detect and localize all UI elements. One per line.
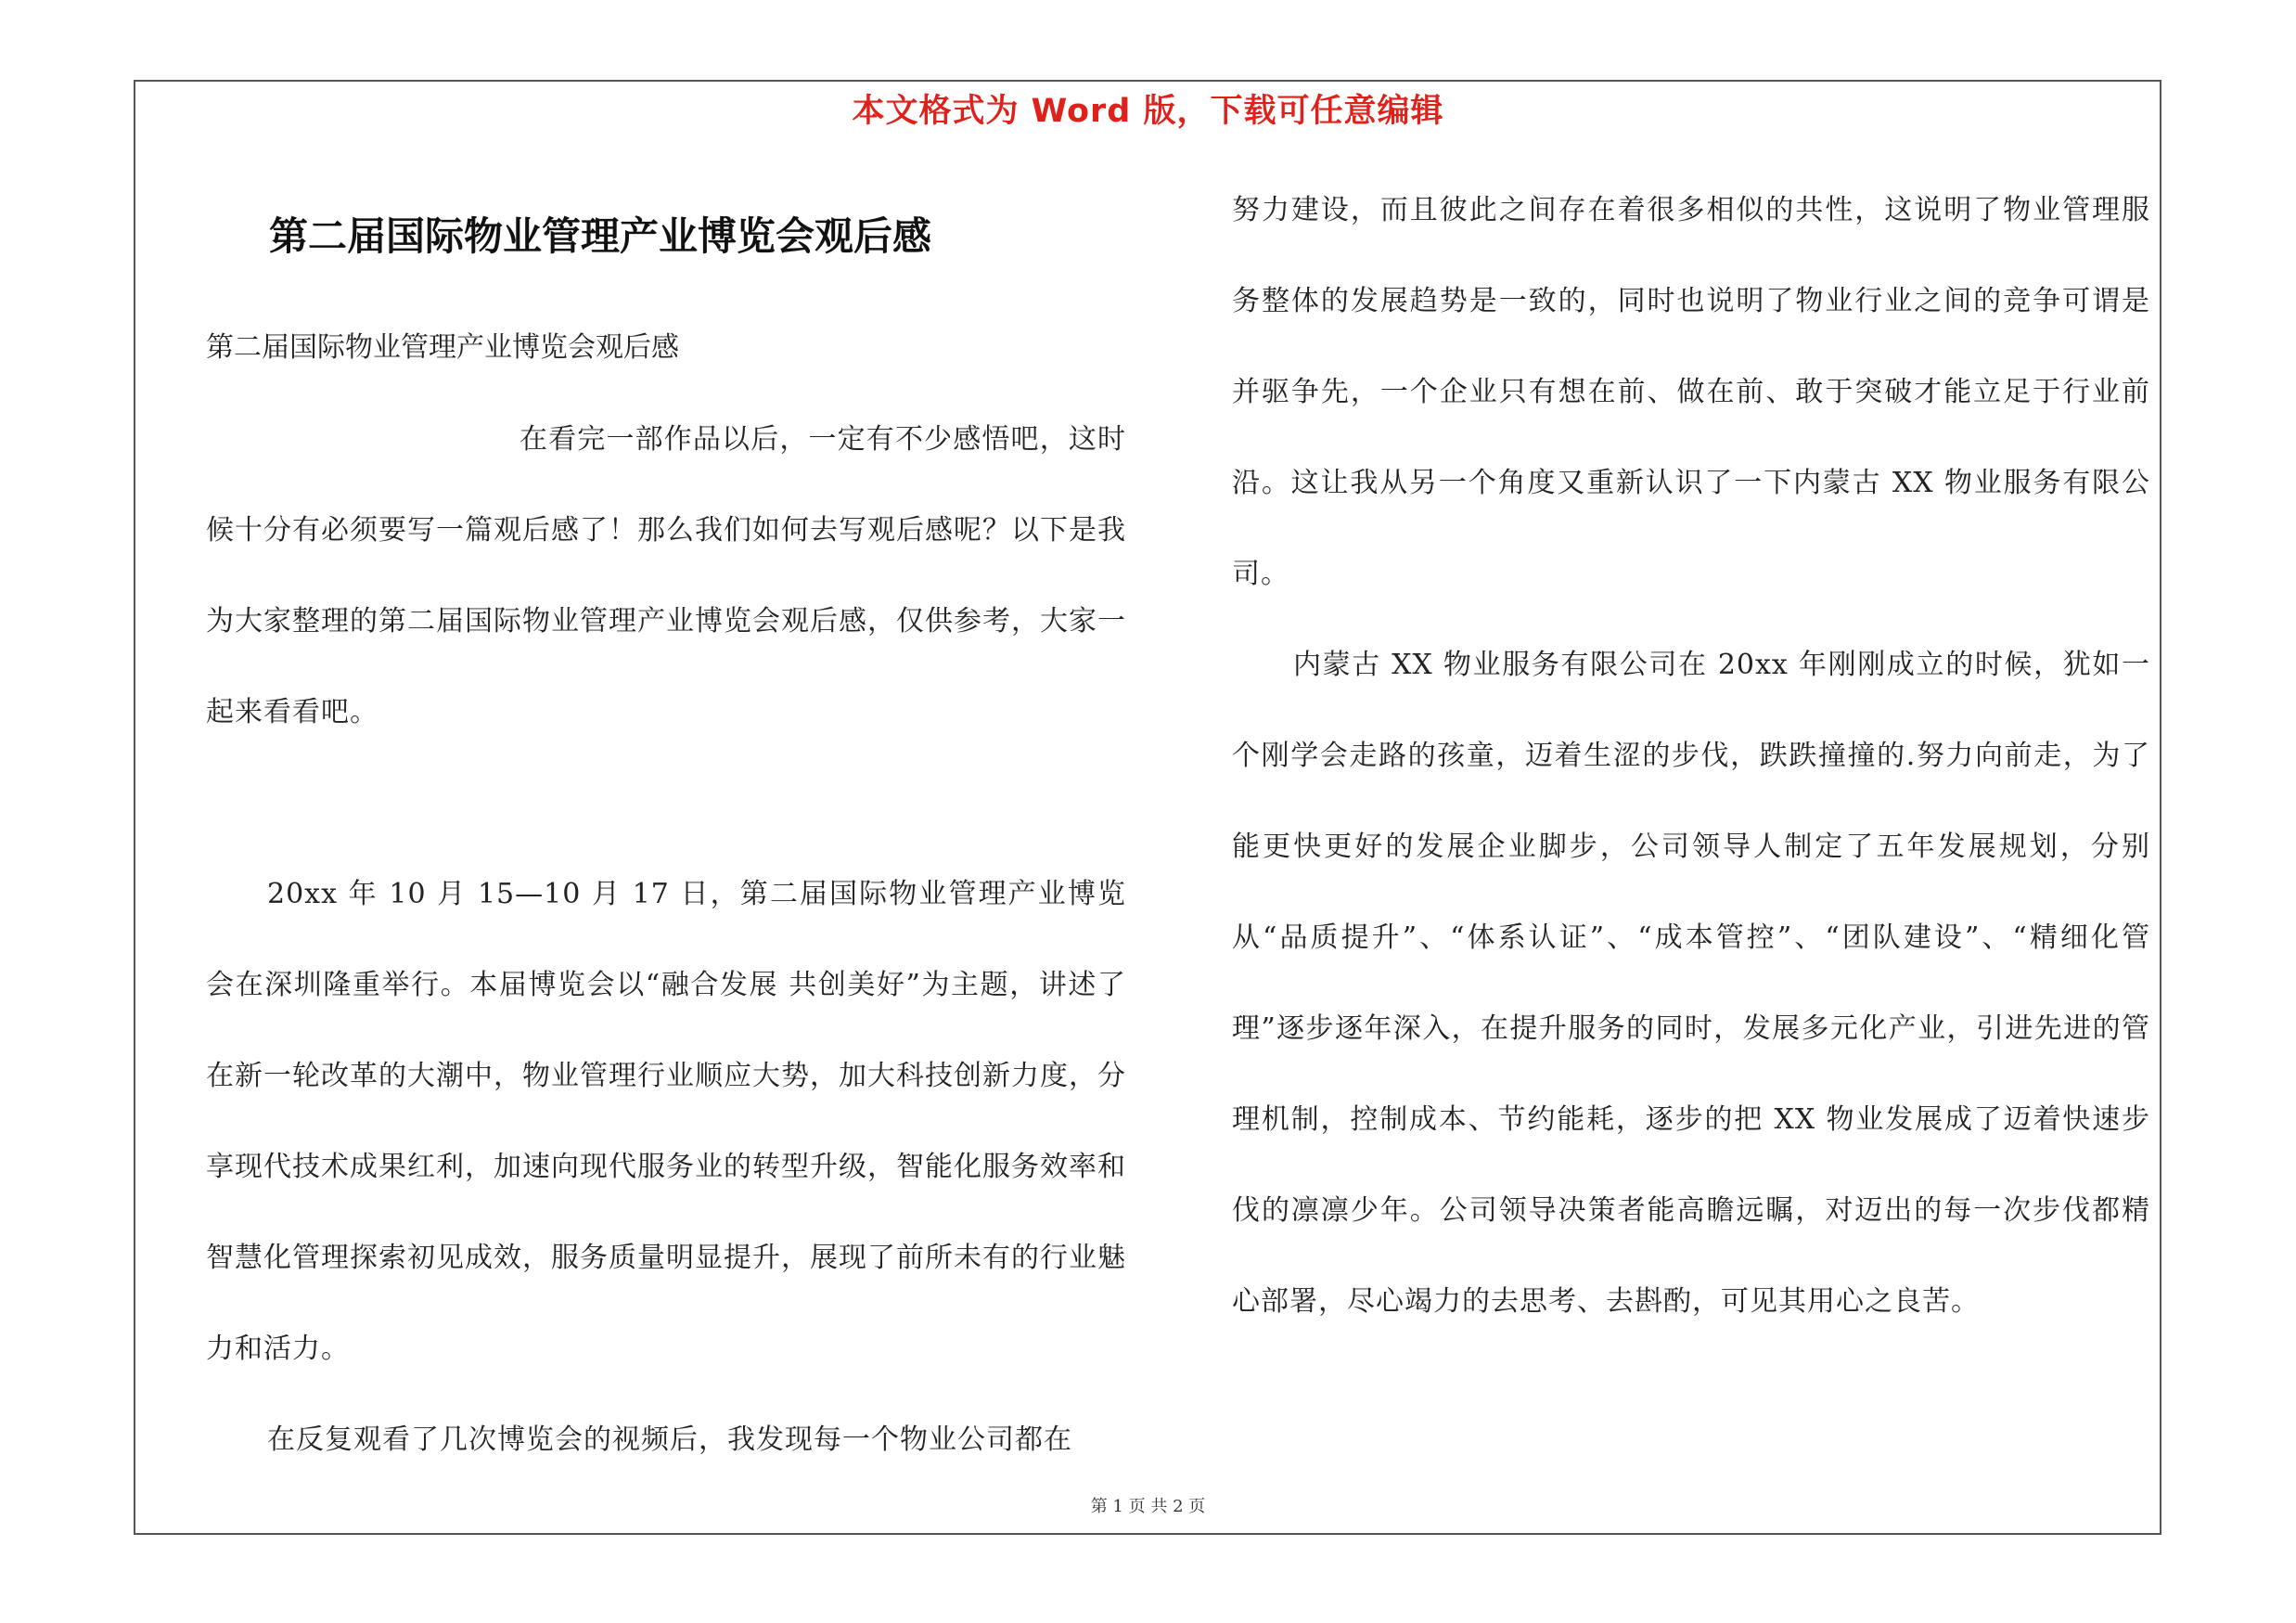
paragraph-continued: 努力建设，而且彼此之间存在着很多相似的共性，这说明了物业管理服务整体的发展趋势是一致的，同时也说明了物业行业之间的竞争可谓是并驱争先，一个企业只有想在前、做在前、敢于突破才能立足于行业前沿。这让我从另一个角度又重新认识了一下内蒙古 XX 物业服务有限公司。 bbox=[1232, 194, 2150, 590]
format-banner: 本文格式为 Word 版，下载可任意编辑 bbox=[852, 93, 1444, 130]
paragraph-video: 在反复观看了几次博览会的视频后，我发现每一个物业公司都在 bbox=[267, 1423, 1072, 1456]
document-subtitle: 第二届国际物业管理产业博览会观后感 bbox=[206, 331, 679, 364]
paragraph-expo: 20xx 年 10 月 15—10 月 17 日，第二届国际物业管理产业博览会在深圳隆重举行。本届博览会以“融合发展 共创美好”为主题，讲述了在新一轮改革的大潮中，物业管理行业顺应大势，加大科技创新力度，分享现代技术成果红利，加速向现代服务业的转型升级，智能化服务效率和智慧化管理探索初见成效，服务质量明显提升，展现了前所未有的行业魅力和活力。 bbox=[206, 878, 1126, 1365]
page-number: 第 1 页 共 2 页 bbox=[1090, 1497, 1206, 1516]
document-title: 第二届国际物业管理产业博览会观后感 bbox=[269, 213, 932, 259]
paragraph-intro: 在看完一部作品以后，一定有不少感悟吧，这时候十分有必须要写一篇观后感了！那么我们如何去写观后感呢？以下是我为大家整理的第二届国际物业管理产业博览会观后感，仅供参考，大家一起来看看吧。 bbox=[206, 423, 1126, 728]
paragraph-company: 内蒙古 XX 物业服务有限公司在 20xx 年刚刚成立的时候，犹如一个刚学会走路的孩童，迈着生涩的步伐，跌跌撞撞的.努力向前走，为了能更快更好的发展企业脚步，公司领导人制定了五年发展规划，分别从“品质提升”、“体系认证”、“成本管控”、“团队建设”、“精细化管理”逐步逐年深入，在提升服务的同时，发展多元化产业，引进先进的管理机制，控制成本、节约能耗，逐步的把 XX 物业发展成了迈着快速步伐的凛凛少年。公司领导决策者能高瞻远瞩，对迈出的每一次步伐都精心部署，尽心竭力的去思考、去斟酌，可见其用心之良苦。 bbox=[1232, 649, 2150, 1318]
